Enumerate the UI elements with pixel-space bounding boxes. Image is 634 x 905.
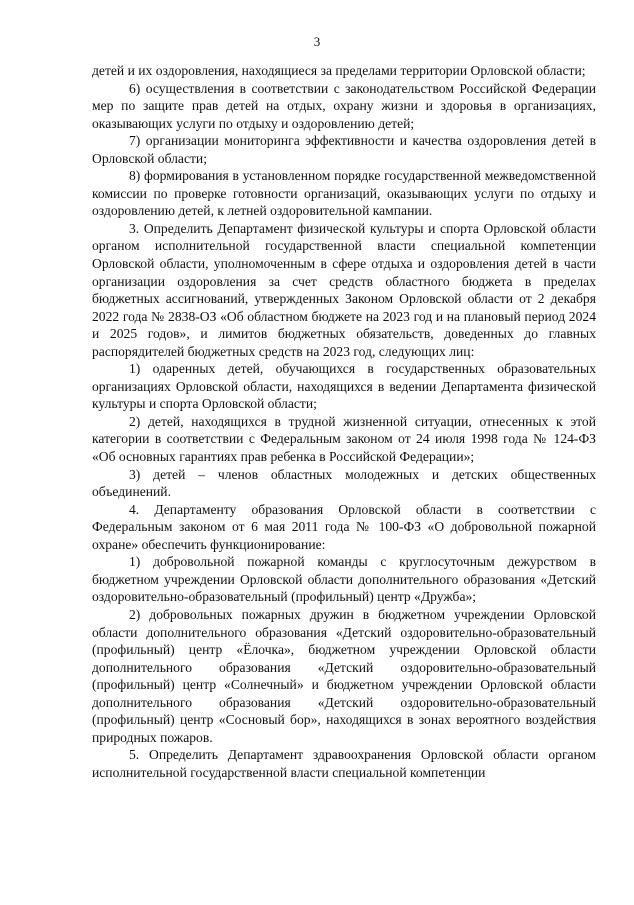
paragraph-section-3-item-2: 2) детей, находящихся в трудной жизненной ситуации, отнесенных к этой категории в соответствии с Федеральным законом от 24 июля 1998 года № 124-ФЗ «Об основных гарантиях прав ребенка в Российской Федерации»;	[92, 413, 596, 465]
paragraph-section-4-item-2: 2) добровольных пожарных дружин в бюджетном учреждении Орловской области дополнительного образования «Детский оздоровительно-образовательный (профильный) центр «Ёлочка», бюджетном учреждении Орловской области дополнительного образования «Детский оздоровительно-образовательный (профильный) центр «Солнечный» и бюджетном учреждении Орловской области дополнительного образования «Детский оздоровительно-образовательный (профильный) центр «Сосновый бор», находящихся в зонах вероятного воздействия природных пожаров.	[92, 606, 596, 745]
paragraph-item-8: 8) формирования в установленном порядке государственной межведомственной комиссии по проверке готовности организаций, оказывающих услуги по отдыху и оздоровлению детей, к летней оздоровительной кампании.	[92, 168, 596, 219]
paragraph-section-4-item-1: 1) добровольной пожарной команды с круглосуточным дежурством в бюджетном учреждении Орловской области дополнительного образования «Детский оздоровительно-образовательный (профильный) центр «Дружба»;	[92, 554, 596, 605]
paragraph-continuation: детей и их оздоровления, находящиеся за пределами территории Орловской области;	[92, 63, 586, 78]
paragraph-section-3-item-3: 3) детей – членов областных молодежных и детских общественных объединений.	[92, 466, 596, 500]
paragraph-item-7: 7) организации мониторинга эффективности и качества оздоровления детей в Орловской области;	[92, 133, 596, 166]
paragraph-item-6: 6) осуществления в соответствии с законодательством Российской Федерации мер по защите прав детей на отдых, охрану жизни и здоровья в организациях, оказывающих услуги по отдыху и оздоровлению детей;	[92, 80, 596, 131]
paragraph-section-3-item-1: 1) одаренных детей, обучающихся в государственных образовательных организациях Орловской области, находящихся в ведении Департамента физической культуры и спорта Орловской области;	[92, 361, 596, 412]
paragraph-section-4: 4. Департаменту образования Орловской области в соответствии с Федеральным законом от 6 мая 2011 года № 100-ФЗ «О добровольной пожарной охране» обеспечить функционирование:	[92, 501, 596, 552]
paragraph-section-3: 3. Определить Департамент физической культуры и спорта Орловской области органом исполнительной государственной власти специальной компетенции Орловской области, уполномоченным в сфере отдыха и оздоровления детей в части организации оздоровления за счет средств областного бюджета в пределах бюджетных ассигнований, утвержденных Законом Орловской области от 2 декабря 2022 года № 2838-ОЗ «Об областном бюджете на 2023 год и на плановый период 2024 и 2025 годов», и лимитов бюджетных обязательств, доведенных до главных распорядителей бюджетных средств на 2023 год, следующих лиц:	[92, 220, 596, 359]
page-number: 3	[313, 34, 321, 49]
document-body	[92, 62, 596, 781]
paragraph-section-5: 5. Определить Департамент здравоохранения Орловской области органом исполнительной государственной власти специальной компетенции	[92, 747, 596, 780]
